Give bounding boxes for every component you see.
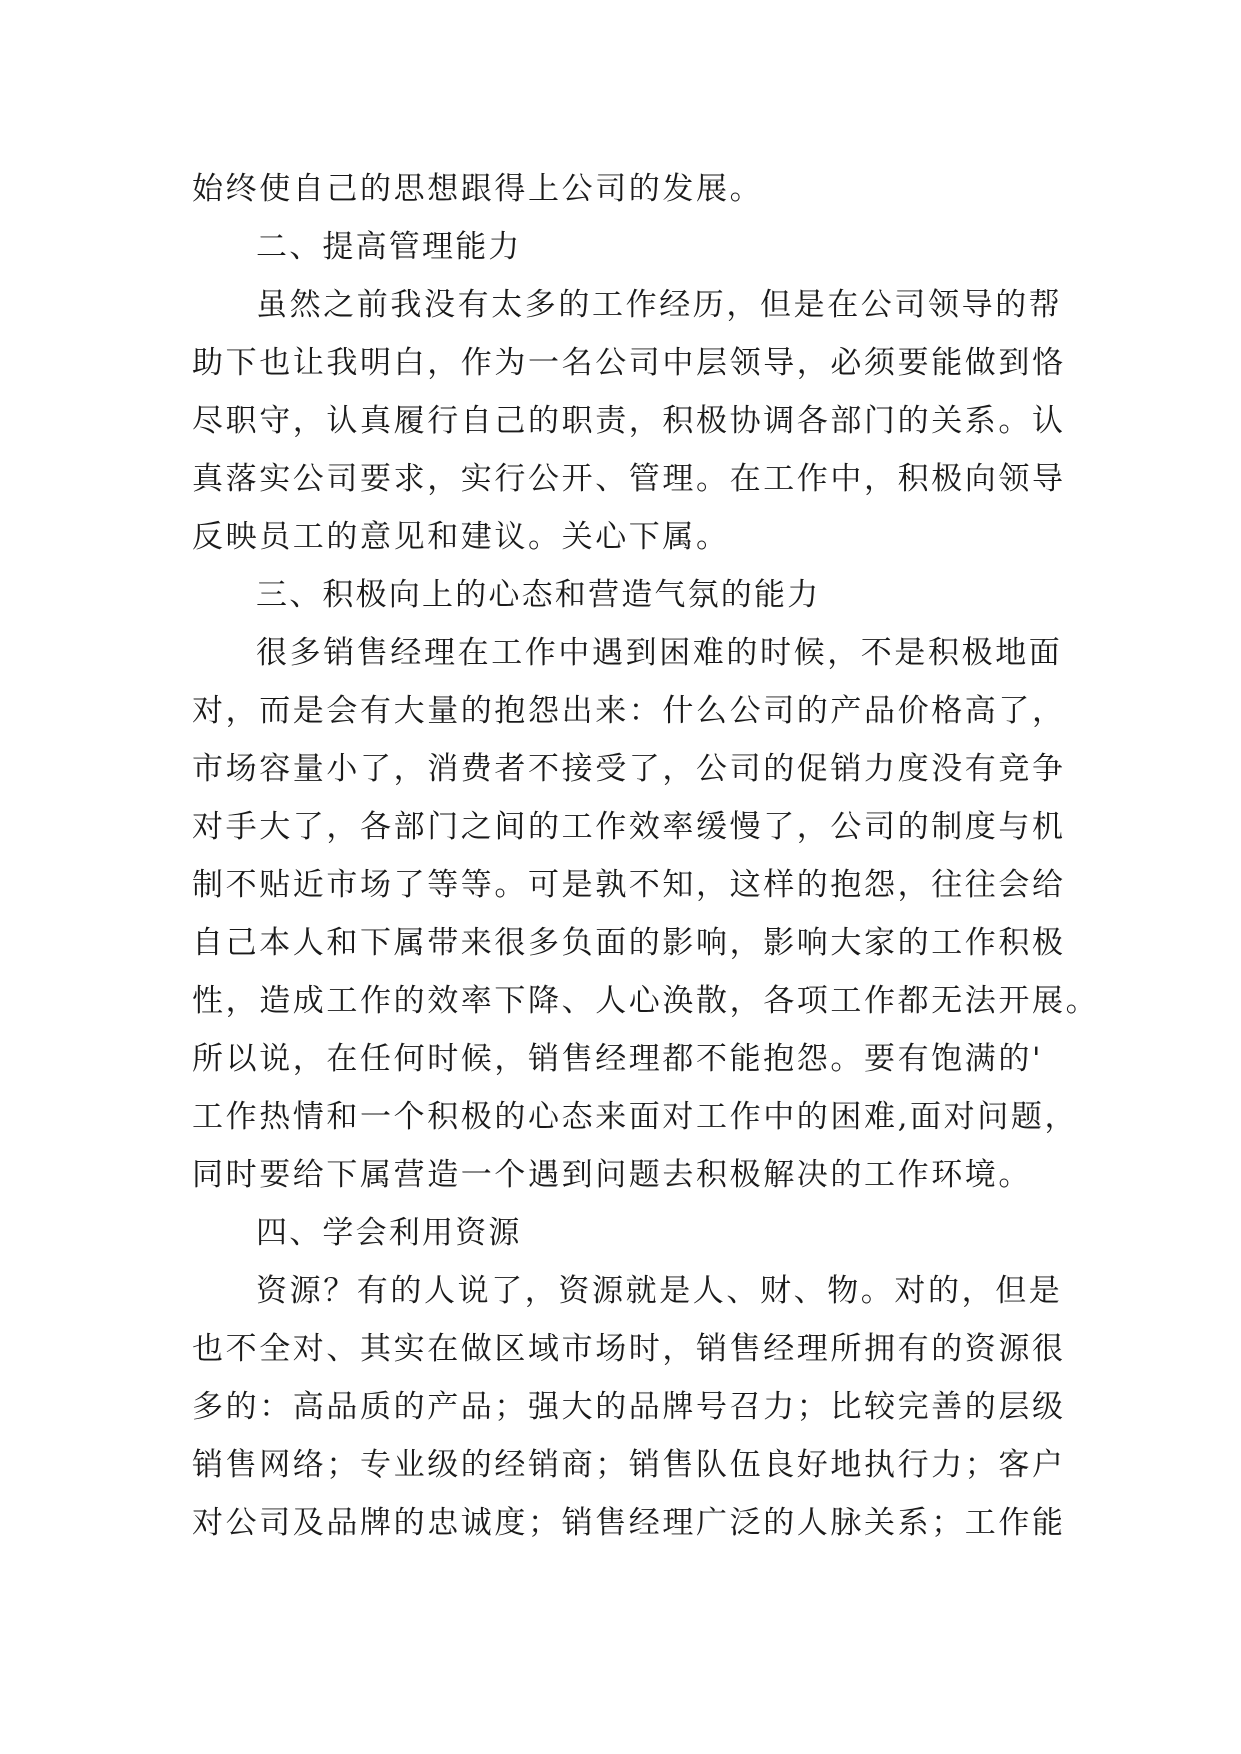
paragraph-line: 资源？有的人说了，资源就是人、财、物。对的，但是 (256, 1273, 1063, 1309)
paragraph-line: 销售网络；专业级的经销商；销售队伍良好地执行力；客户 (192, 1447, 1066, 1483)
paragraph-line: 很多销售经理在工作中遇到困难的时候，不是积极地面 (256, 635, 1063, 671)
paragraph-line: 虽然之前我没有太多的工作经历，但是在公司领导的帮 (256, 287, 1063, 323)
paragraph-line: 对，而是会有大量的抱怨出来：什么公司的产品价格高了， (192, 693, 1066, 729)
paragraph-line: 真落实公司要求，实行公开、管理。在工作中，积极向领导 (192, 461, 1066, 497)
paragraph-line: 助下也让我明白，作为一名公司中层领导，必须要能做到恪 (192, 345, 1066, 381)
section-heading-2: 二、提高管理能力 (256, 229, 522, 265)
paragraph-line: 反映员工的意见和建议。关心下属。 (192, 519, 730, 555)
paragraph-line: 市场容量小了，消费者不接受了，公司的促销力度没有竞争 (192, 751, 1066, 787)
paragraph-line: 也不全对、其实在做区域市场时，销售经理所拥有的资源很 (192, 1331, 1066, 1367)
section-heading-4: 四、学会利用资源 (256, 1215, 522, 1251)
paragraph-line: 始终使自己的思想跟得上公司的发展。 (192, 171, 764, 207)
paragraph-line: 性，造成工作的效率下降、人心涣散，各项工作都无法开展。 (192, 983, 1100, 1019)
paragraph-line: 对手大了，各部门之间的工作效率缓慢了，公司的制度与机 (192, 809, 1066, 845)
paragraph-line: 制不贴近市场了等等。可是孰不知，这样的抱怨，往往会给 (192, 867, 1066, 903)
paragraph-line: 自己本人和下属带来很多负面的影响，影响大家的工作积极 (192, 925, 1066, 961)
paragraph-line: 所以说，在任何时候，销售经理都不能抱怨。要有饱满的' (192, 1041, 1044, 1077)
paragraph-line: 工作热情和一个积极的心态来面对工作中的困难,面对问题， (192, 1099, 1079, 1135)
document-page (192, 160, 1100, 1552)
paragraph-line: 多的：高品质的产品；强大的品牌号召力；比较完善的层级 (192, 1389, 1066, 1425)
paragraph-line: 尽职守，认真履行自己的职责，积极协调各部门的关系。认 (192, 403, 1066, 439)
paragraph-line: 对公司及品牌的忠诚度；销售经理广泛的人脉关系；工作能 (192, 1505, 1066, 1541)
paragraph-line: 同时要给下属营造一个遇到问题去积极解决的工作环境。 (192, 1157, 1032, 1193)
section-heading-3: 三、积极向上的心态和营造气氛的能力 (256, 577, 821, 613)
